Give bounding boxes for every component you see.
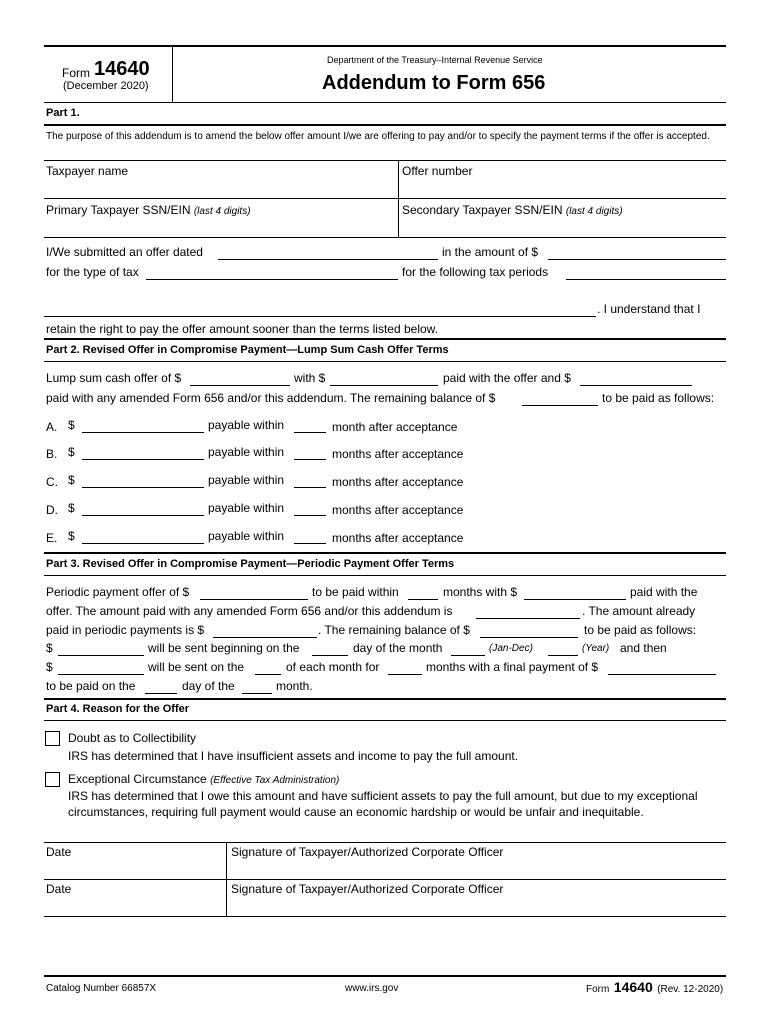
secondary-ssn-label: Secondary Taxpayer SSN/EIN (last 4 digits)	[402, 203, 623, 217]
with-label: with $	[294, 371, 326, 385]
date-label: Date	[46, 845, 72, 859]
rule	[44, 160, 726, 161]
each-month-label: of each month for	[286, 660, 380, 674]
months-field[interactable]	[294, 515, 326, 516]
type-of-tax-label: for the type of tax	[46, 265, 139, 279]
periodic-paid-field[interactable]	[213, 637, 317, 638]
rule	[44, 338, 726, 340]
form-number: 14640	[94, 58, 150, 80]
agency-name: Department of the Treasury–Internal Revenue Service	[327, 55, 543, 65]
payable-within-label: payable within	[208, 418, 285, 432]
exceptional-text: IRS has determined that I owe this amount and have sufficient assets to pay the full amount, but due to my exceptional circumstances, requiring full payment would cause an economic hardship or would be unfair and inequitable.	[68, 789, 698, 819]
amended-amount-label: offer. The amount paid with any amended Form 656 and/or this addendum is	[46, 604, 453, 618]
months-with-label: months with $	[443, 585, 518, 599]
dollar-sign: $	[68, 445, 75, 459]
remaining-balance-field[interactable]	[480, 637, 578, 638]
paid-with-offer-field[interactable]	[580, 385, 692, 386]
rule	[44, 720, 726, 721]
dollar-sign: $	[46, 660, 53, 674]
header-divider	[172, 45, 173, 102]
tax-periods-label: for the following tax periods	[402, 265, 549, 279]
with-amount-field[interactable]	[330, 385, 438, 386]
tax-periods-continued-field[interactable]	[44, 316, 596, 317]
offer-amount-field[interactable]	[548, 259, 726, 260]
understand-label: . I understand that I	[597, 302, 701, 316]
amount-already-label: . The amount already	[582, 604, 696, 618]
row-letter: D.	[46, 503, 58, 517]
paid-with-amended-label: paid with any amended Form 656 and/or this addendum. The remaining balance of $	[46, 391, 496, 405]
lump-sum-label: Lump sum cash offer of $	[46, 371, 182, 385]
to-be-paid-label: to be paid as follows:	[584, 623, 697, 637]
day-of-the-label: day of the	[182, 679, 235, 693]
rule	[44, 698, 726, 700]
month-label: month.	[276, 679, 313, 693]
row-letter: C.	[46, 475, 58, 489]
in-amount-label: in the amount of $	[442, 245, 539, 259]
final-payment-label: months with a final payment of $	[426, 660, 599, 674]
part1-rule	[44, 124, 726, 126]
form-word: Form	[62, 66, 90, 80]
periodic-offer-field[interactable]	[200, 599, 308, 600]
payment-amount-field[interactable]	[82, 515, 204, 516]
months-label: months after acceptance	[332, 503, 464, 517]
rule	[44, 361, 726, 362]
paid-with-amount-field[interactable]	[524, 599, 626, 600]
primary-ssn-label: Primary Taxpayer SSN/EIN (last 4 digits)	[46, 203, 251, 217]
day-of-month-label: day of the month	[353, 641, 443, 655]
sent-beginning-label: will be sent beginning on the	[148, 641, 300, 655]
to-be-paid-label: to be paid as follows:	[602, 391, 715, 405]
doubt-checkbox[interactable]	[45, 731, 60, 746]
retain-right-text: retain the right to pay the offer amount sooner than the terms listed below.	[46, 322, 439, 336]
final-payment-field[interactable]	[608, 674, 716, 675]
sent-on-label: will be sent on the	[148, 660, 245, 674]
year-field[interactable]	[548, 655, 578, 656]
jan-dec-note: (Jan-Dec)	[489, 643, 533, 654]
part1-heading: Part 1.	[46, 107, 80, 119]
part2-heading: Part 2. Revised Offer in Compromise Payment—Lump Sum Cash Offer Terms	[46, 344, 449, 356]
months-field[interactable]	[294, 487, 326, 488]
remaining-balance-field[interactable]	[522, 405, 598, 406]
months-field[interactable]	[294, 459, 326, 460]
signature-label: Signature of Taxpayer/Authorized Corporate Officer	[231, 882, 504, 896]
to-be-paid-within-label: to be paid within	[312, 585, 399, 599]
dollar-sign: $	[46, 641, 53, 655]
periodic-offer-label: Periodic payment offer of $	[46, 585, 190, 599]
rule	[44, 237, 726, 238]
payable-within-label: payable within	[208, 473, 285, 487]
footer-form-id: Form 14640 (Rev. 12-2020)	[586, 979, 724, 995]
months-label: month after acceptance	[332, 420, 458, 434]
header-bottom-rule	[44, 102, 726, 103]
form-date: (December 2020)	[63, 80, 149, 92]
dollar-sign: $	[68, 418, 75, 432]
payable-within-label: payable within	[208, 529, 285, 543]
paid-with-the-label: paid with the	[630, 585, 698, 599]
page-title: Addendum to Form 656	[322, 72, 546, 94]
date-label: Date	[46, 882, 72, 896]
installment-amount-field[interactable]	[58, 655, 144, 656]
rule	[44, 879, 726, 880]
tax-periods-field[interactable]	[566, 279, 726, 280]
website: www.irs.gov	[345, 983, 399, 994]
offer-date-field[interactable]	[218, 259, 438, 260]
rule	[44, 198, 726, 199]
month-field[interactable]	[451, 655, 485, 656]
dollar-sign: $	[68, 473, 75, 487]
taxpayer-name-label: Taxpayer name	[46, 164, 129, 178]
year-note: (Year)	[582, 643, 610, 654]
monthly-amount-field[interactable]	[58, 674, 144, 675]
dollar-sign: $	[68, 501, 75, 515]
months-label: months after acceptance	[332, 447, 464, 461]
lump-sum-field[interactable]	[190, 385, 290, 386]
type-of-tax-field[interactable]	[146, 279, 398, 280]
month-field[interactable]	[242, 693, 272, 694]
doubt-text: IRS has determined that I have insufficient assets and income to pay the full amount.	[68, 749, 519, 763]
months-label: months after acceptance	[332, 531, 464, 545]
day-field[interactable]	[312, 655, 348, 656]
months-field[interactable]	[294, 543, 326, 544]
dollar-sign: $	[68, 529, 75, 543]
rule	[44, 575, 726, 576]
exceptional-label: Exceptional Circumstance (Effective Tax Administration)	[68, 772, 340, 786]
row-letter: B.	[46, 447, 58, 461]
payment-amount-field[interactable]	[82, 543, 204, 544]
months-count-field[interactable]	[388, 674, 422, 675]
row-letter: A.	[46, 420, 58, 434]
day-field[interactable]	[145, 693, 177, 694]
catalog-number: Catalog Number 66857X	[46, 983, 157, 994]
doubt-label: Doubt as to Collectibility	[68, 731, 197, 745]
rule	[44, 916, 726, 917]
row-letter: E.	[46, 531, 58, 545]
months-label: months after acceptance	[332, 475, 464, 489]
payable-within-label: payable within	[208, 501, 285, 515]
payment-amount-field[interactable]	[82, 487, 204, 488]
part3-heading: Part 3. Revised Offer in Compromise Payment—Periodic Payment Offer Terms	[46, 558, 455, 570]
months-field[interactable]	[408, 599, 438, 600]
signature-label: Signature of Taxpayer/Authorized Corporate Officer	[231, 845, 504, 859]
offer-number-label: Offer number	[402, 164, 473, 178]
part4-heading: Part 4. Reason for the Offer	[46, 703, 190, 715]
payment-amount-field[interactable]	[82, 432, 204, 433]
exceptional-checkbox[interactable]	[45, 772, 60, 787]
months-field[interactable]	[294, 432, 326, 433]
remaining-balance-label: . The remaining balance of $	[318, 623, 470, 637]
payment-amount-field[interactable]	[82, 459, 204, 460]
and-then-label: and then	[620, 641, 667, 655]
payable-within-label: payable within	[208, 445, 285, 459]
part1-purpose: The purpose of this addendum is to amend the below offer amount I/we are offering to pay and/or to specify the payment terms if the offer is accepted.	[46, 131, 710, 142]
paid-with-offer-label: paid with the offer and $	[443, 371, 571, 385]
rule	[44, 552, 726, 554]
footer-rule	[44, 975, 726, 977]
day-field[interactable]	[255, 674, 281, 675]
top-rule	[44, 45, 726, 47]
amended-amount-field[interactable]	[476, 618, 580, 619]
rule	[44, 842, 726, 843]
paid-on-label: to be paid on the	[46, 679, 136, 693]
submitted-offer-label: I/We submitted an offer dated	[46, 245, 203, 259]
periodic-paid-label: paid in periodic payments is $	[46, 623, 205, 637]
